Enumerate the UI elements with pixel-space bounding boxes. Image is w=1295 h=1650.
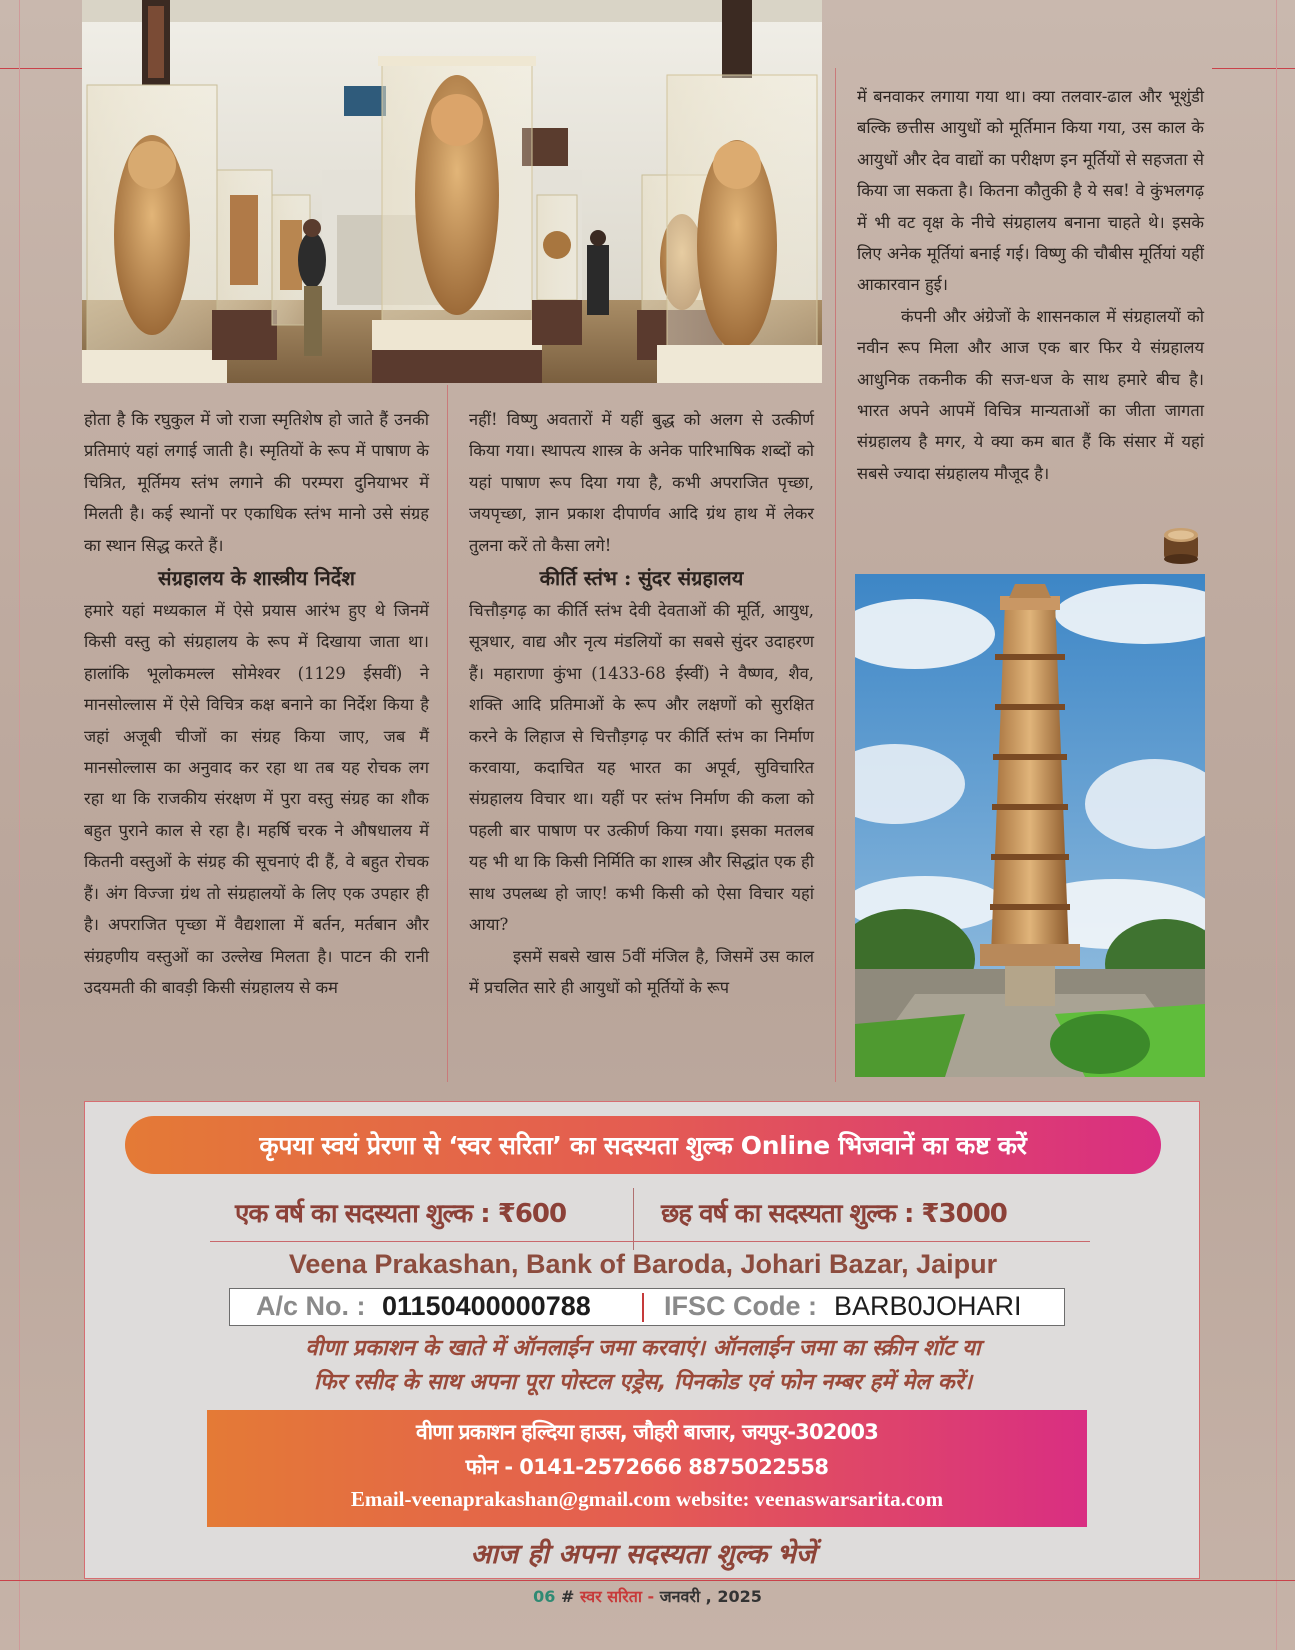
fee-underline [210,1241,1090,1242]
magazine-name: स्वर सरिता - [579,1587,655,1606]
section-heading-museum-guidelines: संग्रहालय के शास्त्रीय निर्देश [158,566,355,591]
account-label: A/c No. : [256,1291,366,1321]
payment-instructions [125,1332,1161,1400]
closing-call-to-action: आज ही अपना सदस्यता शुल्क भेजें [470,1539,816,1570]
ifsc-value: BARB0JOHARI [834,1291,1022,1321]
museum-gallery-photo [82,0,822,383]
ifsc-label: IFSC Code : [664,1291,817,1321]
column3-paragraph-1: में बनवाकर लगाया गया था। क्या तलवार-ढाल और भूशुंडी बल्कि छत्तीस आयुधों को मूर्तिमान किया गया, उस काल के आयुधों और देव वाद्यों का परीक्षण इन मूर्तियों से सहजता से किया जा सकता है। कितना कौतुकी है ये सब! वे कुंभलगढ़ में भी वट वृक्ष के नीचे संग्रहालय बनाना चाहते थे। इसके लिए अनेक मूर्तियां बनाई गई। विष्णु की चौबीस मूर्तियां यहीं आकारवान हुई। [857,87,1204,295]
fee-one-year: एक वर्ष का सदस्यता शुल्क : ₹600 [235,1199,567,1229]
page-number: 06 [533,1587,556,1606]
account-separator [642,1293,644,1322]
section-heading-kirti-stambh: कीर्ति स्तंभ : सुंदर संग्रहालय [539,566,744,591]
account-number: 01150400000788 [382,1291,591,1321]
column3-paragraph-2: कंपनी और अंग्रेजों के शासनकाल में संग्रहालयों को नवीन रूप मिला और आज एक बार फिर ये संग्रहालय आधुनिक तकनीक की सज-धज के साथ हमारे बीच है। भारत अपने आपमें विचित्र मान्यताओं का जीता जागता संग्रहालय है मगर, ये क्या कम बात हैं कि संसार में यहां सबसे ज्यादा संग्रहालय मौजूद है। [857,306,1204,483]
top-margin-line-left [0,68,82,69]
payment-instructions-line-1: वीणा प्रकाशन के खाते में ऑनलाईन जमा करवाएं। ऑनलाईन जमा का स्क्रीन शॉट या [305,1336,981,1361]
column-divider-2 [835,68,836,1082]
top-margin-line-right [1212,68,1295,69]
drum-end-mark-icon [1160,523,1202,565]
bank-details-line: Veena Prakashan, Bank of Baroda, Johari Bazar, Jaipur [288,1249,998,1279]
page-footer [0,1585,1295,1607]
column2-paragraph-1: नहीं! विष्णु अवतारों में यहीं बुद्ध को अलग से उत्कीर्ण किया गया। स्थापत्य शास्त्र के अनेक पारिभाषिक शब्दों को यहां पाषाण रूप दिया गया है, कभी अपराजित पृच्छा, जयपृच्छा, ज्ञान प्रकाश दीपार्णव आदि ग्रंथ हाथ में लेकर तुलना करें तो कैसा लगे! [469,410,814,555]
subscription-box [84,1101,1200,1579]
email-website: Email-veenaprakashan@gmail.com website: veenaswarsarita.com [350,1487,944,1511]
column1-paragraph-2: हमारे यहां मध्यकाल में ऐसे प्रयास आरंभ हुए थे जिनमें किसी वस्तु को संग्रहालय के रूप में दिखाया जाता था। हालांकि भूलोकमल्ल सोमेश्वर (1129 ईसवीं) ने मानसोल्लास में ऐसे विचित्र कक्ष बनाने का निर्देश किया है जहां अजूबी चीजों का संग्रह किया जाए, जब मैं मानसोल्लास का अनुवाद कर रहा था तब यह रोचक लग रहा था कि राजकीय संरक्षण में पुरा वस्तु संग्रह का शौक बहुत पुराने काल से रहा है। महर्षि चरक ने औषधालय में कितनी वस्तुओं के संग्रह की सूचनाएं दी हैं, वे बहुत रोचक हैं। अंग विज्जा ग्रंथ तो संग्रहालयों के लिए एक उपहार ही है। अपराजित पृच्छा में वैद्यशाला में बर्तन, मर्तबान और संग्रहणीय वस्तुओं का उल्लेख मिलता है। पाटन की रानी उदयमती की बावड़ी किसी संग्रहालय से कम [84,601,429,997]
right-margin-line [1276,0,1277,1650]
contact-box [207,1410,1087,1527]
postal-address: वीणा प्रकाशन हल्दिया हाउस, जौहरी बाजार, जयपुर-302003 [415,1420,879,1444]
bottom-margin-line [0,1580,1295,1581]
payment-instructions-line-2: फिर रसीद के साथ अपना पूरा पोस्टल एड्रेस, पिनकोड एवं फोन नम्बर हमें मेल करें। [313,1370,973,1395]
column1-paragraph-1: होता है कि रघुकुल में जो राजा स्मृतिशेष हो जाते हैं उनकी प्रतिमाएं यहां लगाई जाती है। स्मृतियों के रूप में पाषाण के चित्रित, मूर्तिमय स्तंभ लगाने की परम्परा दुनियाभर में मिलती है। कई स्थानों पर एकाधिक स्तंभ मानो उसे संग्रह का स्थान सिद्ध करते हैं। [84,410,429,555]
issue-date: जनवरी , 2025 [659,1587,762,1606]
article-column-2 [469,404,814,1003]
phone-numbers: फोन - 0141-2572666 8875022558 [465,1455,829,1479]
footer-hash: # [560,1587,575,1606]
fee-six-year: छह वर्ष का सदस्यता शुल्क : ₹3000 [661,1199,1007,1229]
account-details-box [229,1288,1065,1326]
kirti-stambh-tower-photo [855,574,1205,1077]
left-margin-line [19,0,20,1650]
article-column-1 [84,404,429,1003]
article-column-3 [857,81,1204,489]
subscription-banner: कृपया स्वयं प्रेरणा से ‘स्वर सरिता’ का सदस्यता शुल्क Online भिजवानें का कष्ट करें [125,1116,1161,1174]
column2-paragraph-3: इसमें सबसे खास 5वीं मंजिल है, जिसमें उस काल में प्रचलित सारे ही आयुधों को मूर्तियों के रूप [469,946,814,997]
column2-paragraph-2: चित्तौड़गढ़ का कीर्ति स्तंभ देवी देवताओं की मूर्ति, आयुध, सूत्रधार, वाद्य और नृत्य मंडलियों का सबसे सुंदर उदाहरण हैं। महाराणा कुंभा (1433-68 ईस्वीं) ने वैष्णव, शैव, शक्ति आदि प्रतिमाओं के रूप और लक्षणों को सुरक्षित करने के लिहाज से चित्तौड़गढ़ पर कीर्ति स्तंभ का निर्माण करवाया, कदाचित यह भारत का अपूर्व, सुविचारित संग्रहालय विचार था। यहीं पर स्तंभ निर्माण की कला को पहली बार पाषाण पर उत्कीर्ण किया गया। इसका मतलब यह भी था कि किसी निर्मिति का शास्त्र और सिद्धांत एक ही साथ उपलब्ध हो जाए! कभी किसी को ऐसा विचार यहां आया? [469,601,814,935]
column-divider-1 [447,385,448,1082]
